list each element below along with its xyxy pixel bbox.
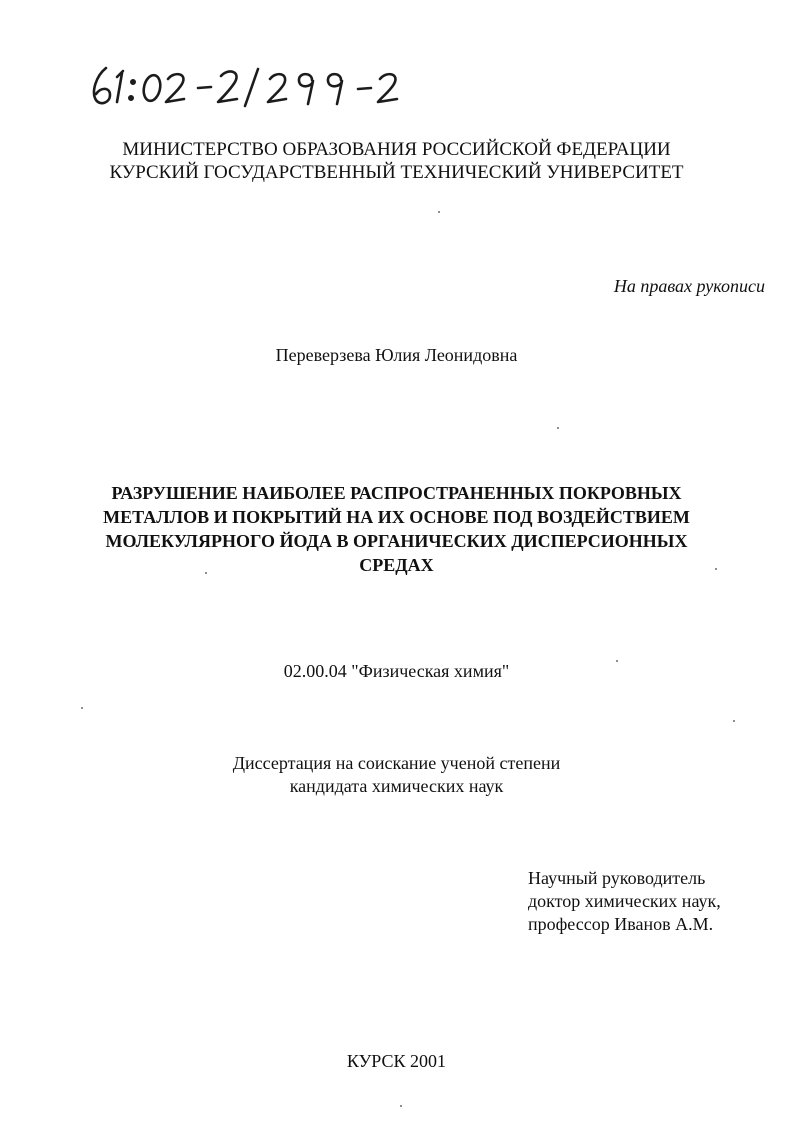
scan-speck — [557, 427, 559, 429]
university-line: КУРСКИЙ ГОСУДАРСТВЕННЫЙ ТЕХНИЧЕСКИЙ УНИВЕРСИТЕТ — [109, 162, 684, 183]
scan-speck — [438, 211, 440, 213]
handwritten-code-graphic — [88, 58, 418, 114]
city-year: КУРСК 2001 — [346, 1051, 447, 1071]
scan-speck — [400, 1105, 402, 1107]
title-line: МЕТАЛЛОВ И ПОКРЫТИЙ НА ИХ ОСНОВЕ ПОД ВОЗДЕЙСТВИЕМ — [103, 507, 690, 527]
degree-line: Диссертация на соискание ученой степени — [232, 753, 561, 773]
supervisor-degree: доктор химических наук, — [528, 891, 721, 911]
specialty-code: 02.00.04 "Физическая химия" — [283, 661, 510, 681]
supervisor-block — [528, 867, 721, 936]
scan-speck — [81, 707, 83, 709]
title-line: МОЛЕКУЛЯРНОГО ЙОДА В ОРГАНИЧЕСКИХ ДИСПЕРСИОННЫХ — [105, 531, 688, 551]
degree-statement — [60, 752, 733, 798]
rights-notice: На правах рукописи — [613, 276, 765, 296]
scan-speck — [715, 568, 717, 570]
supervisor-name: профессор Иванов А.М. — [528, 914, 714, 934]
ministry-line: МИНИСТЕРСТВО ОБРАЗОВАНИЯ РОССИЙСКОЙ ФЕДЕРАЦИИ — [122, 139, 671, 160]
author-name: Переверзева Юлия Леонидовна — [275, 345, 518, 365]
title-line: СРЕДАХ — [359, 555, 434, 575]
dissertation-title — [50, 481, 743, 577]
scan-speck — [616, 660, 618, 662]
supervisor-role: Научный руководитель — [528, 868, 706, 888]
handwritten-catalog-code — [88, 58, 418, 114]
title-line: РАЗРУШЕНИЕ НАИБОЛЕЕ РАСПРОСТРАНЕННЫХ ПОКРОВНЫХ — [111, 483, 682, 503]
scan-speck — [205, 572, 207, 574]
scan-speck — [733, 720, 735, 722]
issuing-organization — [60, 138, 733, 184]
degree-line: кандидата химических наук — [289, 776, 504, 796]
